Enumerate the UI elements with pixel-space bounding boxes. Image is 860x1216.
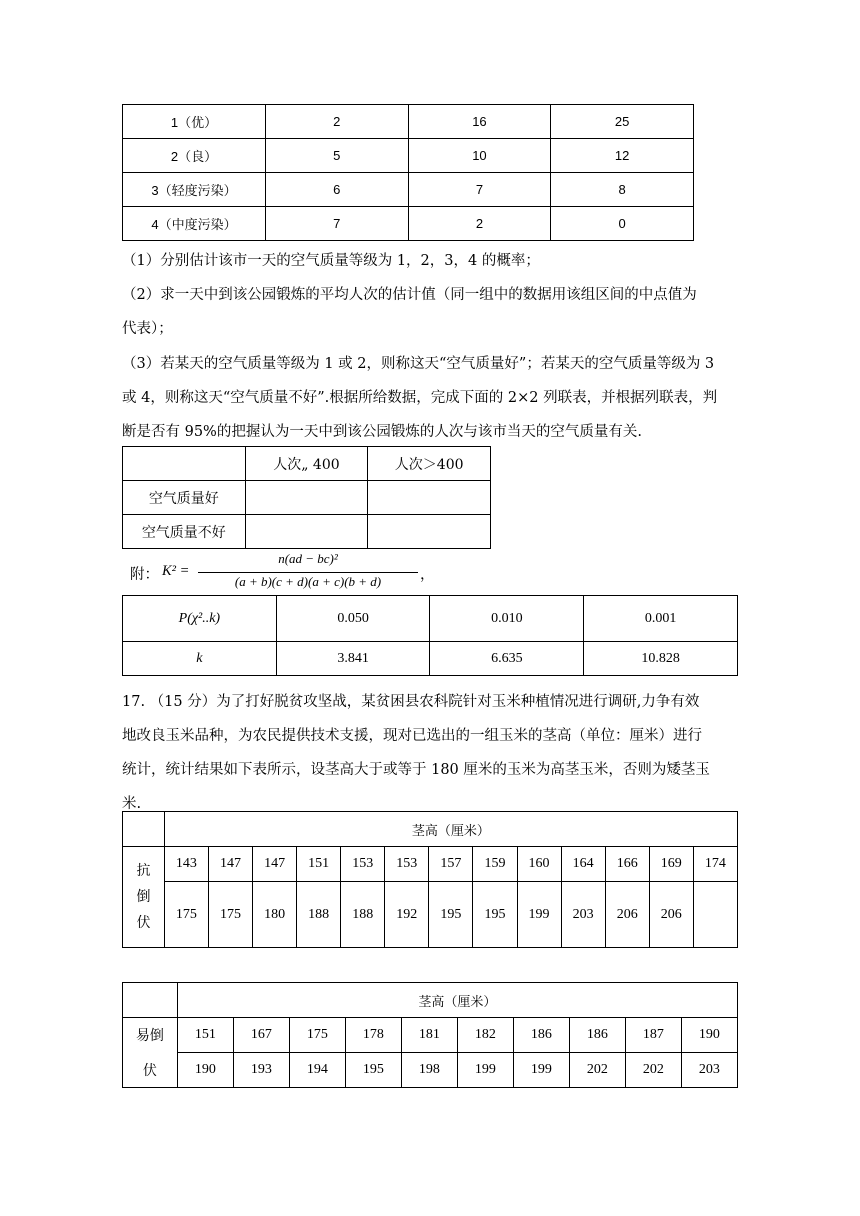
table4-value: 180 — [253, 882, 297, 948]
table5-value: 195 — [345, 1053, 401, 1088]
table4-value: 159 — [473, 847, 517, 882]
formula-numerator: n(ad − bc)² — [278, 551, 338, 566]
susceptible-label-top: 易倒 — [123, 1018, 178, 1053]
table4-value: 153 — [385, 847, 429, 882]
question-17-line-4: 米. — [122, 796, 142, 812]
table4-value: 175 — [164, 882, 208, 948]
question-3-line-3: 断是否有 95%的把握认为一天中到该公园锻炼的人次与该市当天的空气质量有关. — [122, 424, 642, 440]
table4-value: 147 — [253, 847, 297, 882]
table4-value: 164 — [561, 847, 605, 882]
table5-value: 182 — [457, 1018, 513, 1053]
fraction-bar — [198, 572, 418, 573]
formula-lhs: K² = — [162, 563, 190, 579]
question-2-line-1: （2）求一天中到该公园锻炼的平均人次的估计值（同一组中的数据用该组区间的中点值为 — [122, 287, 697, 303]
table4-value: 175 — [208, 882, 252, 948]
table5-value: 194 — [289, 1053, 345, 1088]
critical-alpha: 0.050 — [276, 596, 430, 642]
air-quality-count: 12 — [551, 139, 694, 173]
resistant-title: 茎高（厘米） — [164, 812, 737, 847]
table5-value: 186 — [513, 1018, 569, 1053]
critical-k: 6.635 — [430, 642, 584, 676]
critical-k: 3.841 — [276, 642, 430, 676]
table5-value: 187 — [625, 1018, 681, 1053]
table4-value: 203 — [561, 882, 605, 948]
air-quality-count: 25 — [551, 105, 694, 139]
contingency-cell — [368, 515, 491, 549]
contingency-cell — [245, 481, 368, 515]
table4-value: 174 — [693, 847, 737, 882]
table5-value: 175 — [289, 1018, 345, 1053]
air-quality-count: 16 — [408, 105, 551, 139]
air-quality-count: 0 — [551, 207, 694, 241]
table4-value: 166 — [605, 847, 649, 882]
table5-value: 202 — [569, 1053, 625, 1088]
question-3-line-1: （3）若某天的空气质量等级为 1 或 2，则称这天“空气质量好”；若某天的空气质量等级为 3 — [122, 356, 715, 372]
resistant-label-char: 倒 — [136, 889, 151, 905]
critical-header-k: k — [123, 642, 277, 676]
question-3-line-2: 或 4，则称这天“空气质量不好”.根据所给数据，完成下面的 2×2 列联表，并根据列联表，判 — [122, 390, 718, 406]
table4-value: 206 — [605, 882, 649, 948]
table4-value: 160 — [517, 847, 561, 882]
table5-value: 203 — [681, 1053, 737, 1088]
table4-value: 147 — [208, 847, 252, 882]
formula-denominator: (a + b)(c + d)(a + c)(b + d) — [234, 574, 382, 589]
critical-alpha: 0.001 — [584, 596, 738, 642]
question-17-line-3: 统计，统计结果如下表所示，设茎高大于或等于 180 厘米的玉米为高茎玉米，否则为矮茎玉 — [122, 762, 710, 778]
contingency-table — [122, 446, 491, 549]
air-quality-row — [123, 207, 694, 241]
table5-value: 178 — [345, 1018, 401, 1053]
air-quality-level: 1（优） — [123, 105, 266, 139]
table4-value: 143 — [164, 847, 208, 882]
table4-value: 169 — [649, 847, 693, 882]
air-quality-row — [123, 139, 694, 173]
susceptible-height-table — [122, 982, 738, 1088]
table4-value: 192 — [385, 882, 429, 948]
air-quality-level: 4（中度污染） — [123, 207, 266, 241]
table4-value: 188 — [297, 882, 341, 948]
air-quality-count: 10 — [408, 139, 551, 173]
contingency-header-gt-400: 人次＞400 — [368, 447, 491, 481]
table5-value: 151 — [177, 1018, 233, 1053]
air-quality-table — [122, 104, 694, 241]
air-quality-row — [123, 105, 694, 139]
air-quality-count: 7 — [265, 207, 408, 241]
table5-value: 190 — [177, 1053, 233, 1088]
table4-value: 195 — [429, 882, 473, 948]
table5-value: 186 — [569, 1018, 625, 1053]
question-17-line-2: 地改良玉米品种，为农民提供技术支援，现对已选出的一组玉米的茎高（单位：厘米）进行 — [122, 728, 702, 744]
air-quality-level: 2（良） — [123, 139, 266, 173]
table5-value: 199 — [513, 1053, 569, 1088]
contingency-corner — [123, 447, 246, 481]
resistant-corner — [123, 812, 165, 847]
resistant-height-table — [122, 811, 738, 948]
critical-header-p: P(χ²..k) — [123, 596, 277, 642]
table4-value: 157 — [429, 847, 473, 882]
question-2-line-2: 代表）； — [122, 321, 173, 337]
contingency-header-le-400: 人次„ 400 — [245, 447, 368, 481]
table4-value: 188 — [341, 882, 385, 948]
formula-suffix: ， — [420, 567, 435, 583]
table4-value: 195 — [473, 882, 517, 948]
table5-value: 193 — [233, 1053, 289, 1088]
contingency-row-bad: 空气质量不好 — [123, 515, 246, 549]
table4-value — [693, 882, 737, 948]
table5-value: 167 — [233, 1018, 289, 1053]
question-17-line-1: 17. （15 分）为了打好脱贫攻坚战，某贫困县农科院针对玉米种植情况进行调研,力争有效 — [122, 694, 700, 710]
table4-value: 206 — [649, 882, 693, 948]
susceptible-label-bottom: 伏 — [123, 1053, 178, 1088]
contingency-row-good: 空气质量好 — [123, 481, 246, 515]
air-quality-row — [123, 173, 694, 207]
contingency-cell — [368, 481, 491, 515]
critical-alpha: 0.010 — [430, 596, 584, 642]
air-quality-count: 5 — [265, 139, 408, 173]
table4-value: 153 — [341, 847, 385, 882]
table5-value: 190 — [681, 1018, 737, 1053]
air-quality-count: 2 — [408, 207, 551, 241]
resistant-label-char: 抗 — [136, 863, 151, 879]
susceptible-title: 茎高（厘米） — [177, 983, 737, 1018]
table4-value: 151 — [297, 847, 341, 882]
formula-prefix: 附： — [130, 567, 159, 583]
contingency-cell — [245, 515, 368, 549]
table5-value: 199 — [457, 1053, 513, 1088]
air-quality-count: 7 — [408, 173, 551, 207]
resistant-label-char: 伏 — [136, 915, 151, 931]
critical-k: 10.828 — [584, 642, 738, 676]
air-quality-count: 8 — [551, 173, 694, 207]
air-quality-count: 6 — [265, 173, 408, 207]
air-quality-count: 2 — [265, 105, 408, 139]
table5-value: 181 — [401, 1018, 457, 1053]
critical-value-table — [122, 595, 738, 676]
susceptible-corner — [123, 983, 178, 1018]
table5-value: 198 — [401, 1053, 457, 1088]
question-1: （1）分别估计该市一天的空气质量等级为 1，2，3，4 的概率； — [122, 253, 540, 269]
air-quality-level: 3（轻度污染） — [123, 173, 266, 207]
table5-value: 202 — [625, 1053, 681, 1088]
table4-value: 199 — [517, 882, 561, 948]
resistant-label — [123, 847, 165, 948]
formula — [130, 551, 530, 593]
